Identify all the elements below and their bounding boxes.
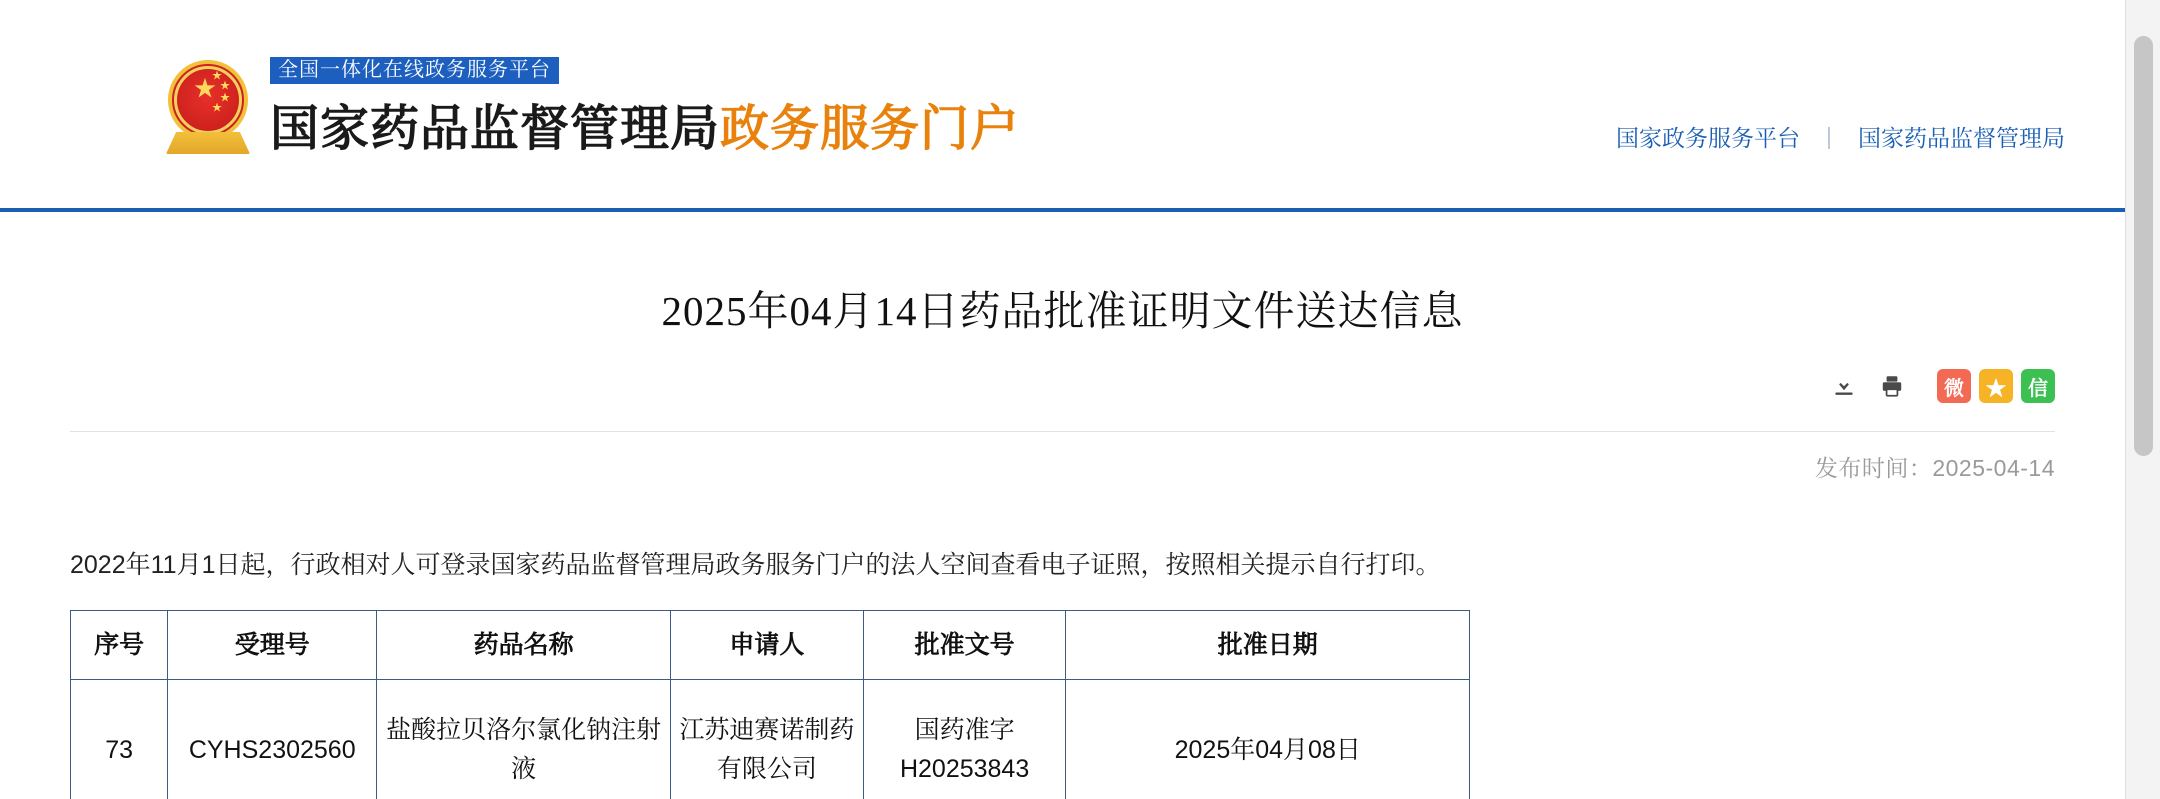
wechat-share-icon[interactable]: 信 <box>2021 369 2055 403</box>
weibo-share-icon[interactable]: 微 <box>1937 369 1971 403</box>
scrollbar-thumb[interactable] <box>2134 36 2153 456</box>
national-emblem-icon: ★ ★ ★ ★ ★ <box>160 56 256 160</box>
header-divider <box>0 208 2125 212</box>
cell-drug-name: 盐酸拉贝洛尔氯化钠注射液 <box>377 680 671 799</box>
site-brand[interactable] <box>160 56 1020 160</box>
table-header-row <box>71 611 1470 680</box>
article-toolbar <box>70 369 2055 425</box>
link-national-service-platform[interactable]: 国家政务服务平台 <box>1616 125 1801 151</box>
intro-paragraph: 2022年11月1日起，行政相对人可登录国家药品监督管理局政务服务门户的法人空间查看电子证照，按照相关提示自行打印。 <box>70 551 1441 579</box>
cell-acceptance-no: CYHS2302560 <box>168 680 377 799</box>
brand-sub-title: 政务服务门户 <box>720 100 1021 156</box>
download-icon[interactable] <box>1829 371 1859 401</box>
publish-time <box>70 450 2055 483</box>
platform-tag: 全国一体化在线政务服务平台 <box>270 57 559 84</box>
cell-approval-no: 国药准字H20253843 <box>863 680 1066 799</box>
print-icon[interactable] <box>1877 371 1907 401</box>
column-header-index: 序号 <box>71 611 168 680</box>
favorite-share-icon[interactable]: ★ <box>1979 369 2013 403</box>
link-separator: | <box>1826 123 1832 149</box>
header-links <box>1616 120 2065 153</box>
publish-time-value: 2025-04-14 <box>1932 455 2055 481</box>
column-header-acceptance-no: 受理号 <box>168 611 377 680</box>
brand-main-title: 国家药品监督管理局 <box>270 100 721 156</box>
cell-approval-date: 2025年04月08日 <box>1066 680 1470 799</box>
column-header-applicant: 申请人 <box>671 611 864 680</box>
site-header <box>0 0 2125 210</box>
vertical-scrollbar[interactable] <box>2125 0 2160 799</box>
column-header-approval-no: 批准文号 <box>863 611 1066 680</box>
social-share-group <box>1937 369 2055 403</box>
cell-index: 73 <box>71 680 168 799</box>
column-header-drug-name: 药品名称 <box>377 611 671 680</box>
content-divider <box>70 431 2055 432</box>
cell-applicant: 江苏迪赛诺制药有限公司 <box>671 680 864 799</box>
article <box>0 278 2125 799</box>
page-title: 2025年04月14日药品批准证明文件送达信息 <box>661 288 1464 334</box>
approval-table <box>70 610 1470 799</box>
table-row <box>71 680 1470 799</box>
publish-time-label: 发布时间： <box>1814 455 1933 481</box>
column-header-approval-date: 批准日期 <box>1066 611 1470 680</box>
link-nmpa[interactable]: 国家药品监督管理局 <box>1858 125 2065 151</box>
